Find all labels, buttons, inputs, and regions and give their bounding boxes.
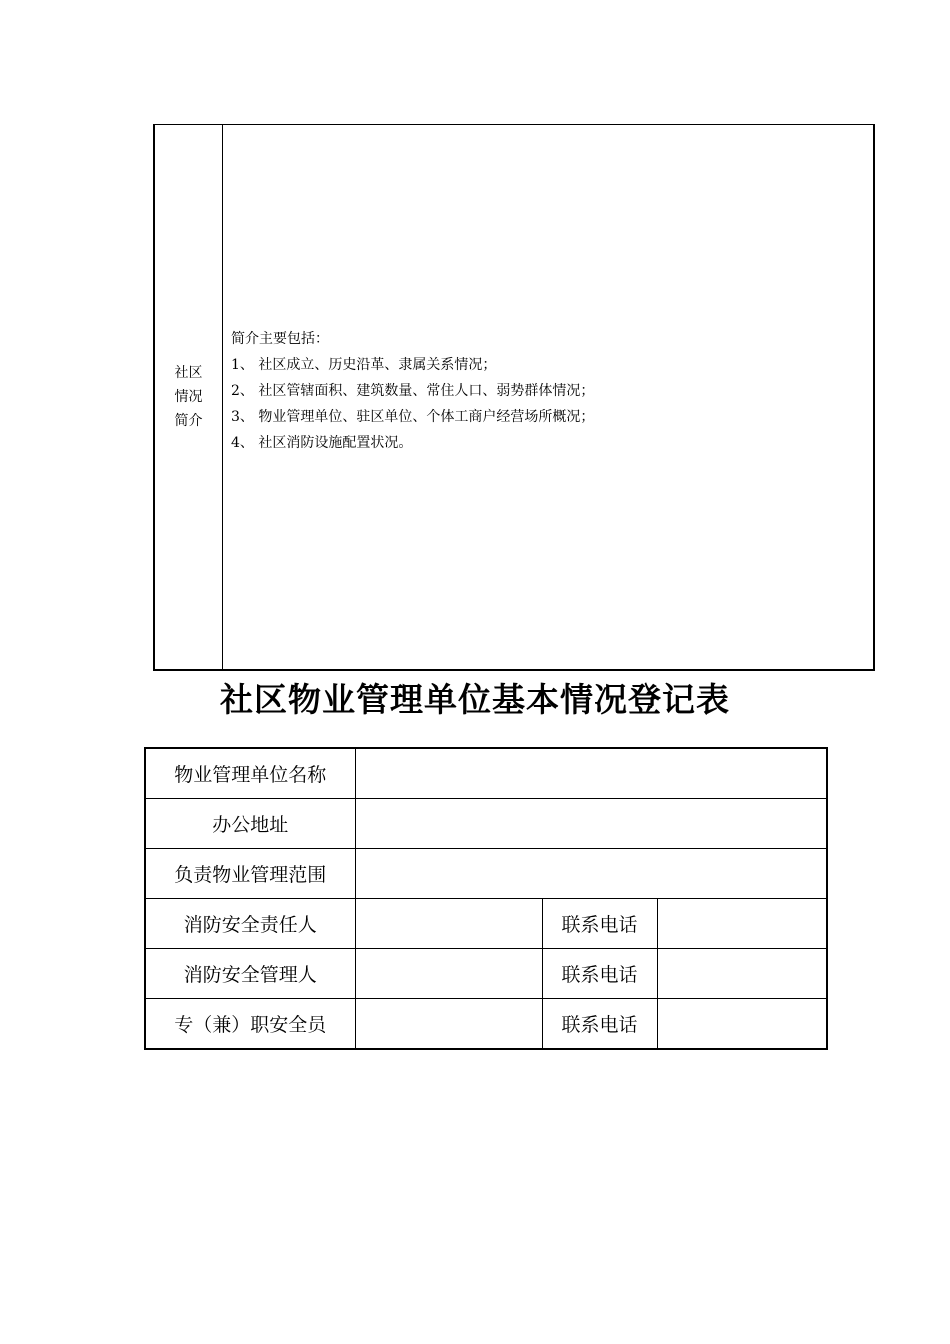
intro-content-cell[interactable] (223, 125, 875, 671)
fire-safety-responsible-field[interactable] (355, 899, 542, 949)
table-row (145, 899, 827, 949)
community-intro-table (153, 124, 875, 671)
intro-item: 3、 物业管理单位、驻区单位、个体工商户经营场所概况； (231, 409, 595, 425)
unit-name-field[interactable] (355, 748, 827, 799)
intro-heading: 简介主要包括： (231, 331, 329, 347)
intro-label-line: 简介 (174, 413, 203, 429)
table-row (145, 999, 827, 1050)
row-label-management-scope: 负责物业管理范围 (145, 849, 355, 899)
office-address-field[interactable] (355, 799, 827, 849)
intro-content (231, 326, 873, 456)
intro-label-line: 社区 (174, 365, 203, 381)
management-scope-field[interactable] (355, 849, 827, 899)
row-label-safety-officer: 专（兼）职安全员 (145, 999, 355, 1050)
property-registration-table (144, 747, 828, 1050)
row-label-fire-safety-responsible: 消防安全责任人 (145, 899, 355, 949)
intro-item: 2、 社区管辖面积、建筑数量、常住人口、弱势群体情况； (231, 383, 595, 399)
intro-label-line: 情况 (174, 389, 203, 405)
table-row (145, 799, 827, 849)
phone-label: 联系电话 (542, 949, 657, 999)
phone-label: 联系电话 (542, 899, 657, 949)
phone-field[interactable] (657, 899, 827, 949)
table-row (145, 949, 827, 999)
row-label-unit-name: 物业管理单位名称 (145, 748, 355, 799)
fire-safety-manager-field[interactable] (355, 949, 542, 999)
form-title: 社区物业管理单位基本情况登记表 (220, 680, 730, 719)
phone-field[interactable] (657, 949, 827, 999)
safety-officer-field[interactable] (355, 999, 542, 1050)
phone-field[interactable] (657, 999, 827, 1050)
phone-label: 联系电话 (542, 999, 657, 1050)
table-row (145, 748, 827, 799)
intro-row (154, 125, 874, 671)
table-row (145, 849, 827, 899)
intro-label-cell (154, 125, 223, 671)
row-label-office-address: 办公地址 (145, 799, 355, 849)
intro-item: 1、 社区成立、历史沿革、隶属关系情况； (231, 357, 497, 373)
row-label-fire-safety-manager: 消防安全管理人 (145, 949, 355, 999)
intro-item: 4、 社区消防设施配置状况。 (231, 435, 413, 451)
